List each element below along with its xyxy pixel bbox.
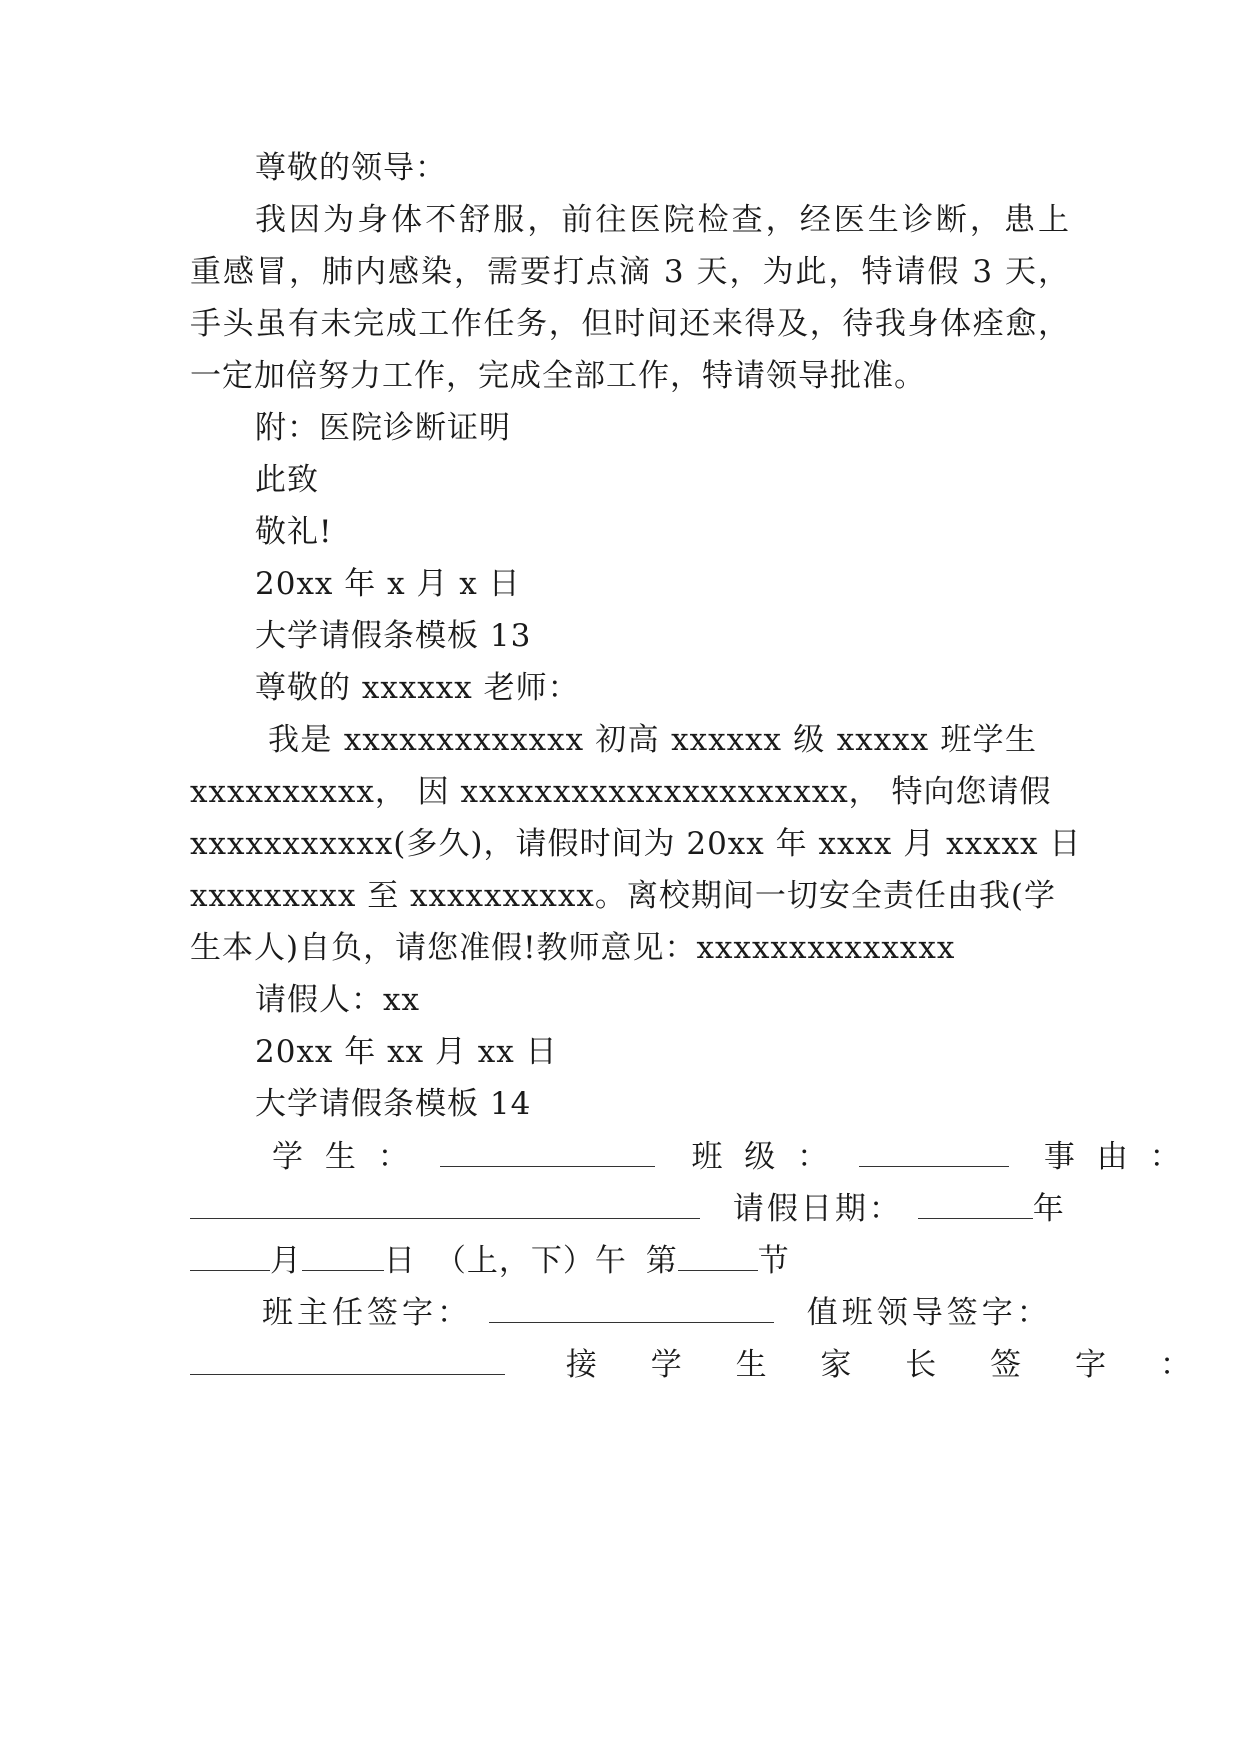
body-line: xxxxxxxxx 至 xxxxxxxxxx。离校期间一切安全责任由我(学 (190, 878, 1056, 914)
salutation: 尊敬的领导： (255, 150, 447, 186)
period-suffix: 节 (757, 1243, 790, 1279)
date-line: 20xx 年 x 月 x 日 (255, 566, 521, 602)
section-title: 大学请假条模板 14 (255, 1086, 532, 1122)
month-label: 月 (270, 1243, 302, 1279)
body-line: 我因为身体不舒服，前往医院检查，经医生诊断，患上 (255, 202, 1070, 238)
form-row-date (190, 1240, 1070, 1281)
student-label: 学 生 ： (272, 1139, 415, 1175)
student-blank (440, 1136, 655, 1167)
body-line: 我是 xxxxxxxxxxxxx 初高 xxxxxx 级 xxxxx 班学生 (268, 722, 1037, 758)
month-blank (190, 1240, 270, 1271)
section-title: 大学请假条模板 13 (255, 618, 532, 654)
duty-sign-label: 值班领导签字： (806, 1295, 1052, 1331)
body-line: 一定加倍努力工作，完成全部工作，特请领导批准。 (190, 358, 926, 394)
closing-line: 敬礼! (255, 514, 333, 550)
day-label: 日 (384, 1243, 416, 1279)
body-line: 手头虽有未完成工作任务，但时间还来得及，待我身体痊愈， (190, 306, 1070, 342)
body-line: xxxxxxxxxxx(多久)，请假时间为 20xx 年 xxxx 月 xxxxx 日 (190, 826, 1082, 862)
period-blank (678, 1240, 758, 1271)
form-row-signatures (262, 1292, 1062, 1333)
year-suffix: 年 (1032, 1191, 1065, 1227)
attachment-note: 附：医院诊断证明 (255, 410, 511, 446)
salutation: 尊敬的 xxxxxx 老师： (255, 670, 580, 706)
body-line: 重感冒，肺内感染，需要打点滴 3 天，为此，特请假 3 天， (190, 254, 1070, 290)
body-line: 生本人)自负，请您准假!教师意见：xxxxxxxxxxxxxx (190, 930, 956, 966)
date-line: 20xx 年 xx 月 xx 日 (255, 1034, 558, 1070)
applicant-line: 请假人：xx (255, 982, 420, 1018)
class-blank (859, 1136, 1009, 1167)
form-row-parent (190, 1344, 1213, 1385)
body-line: xxxxxxxxxx， 因 xxxxxxxxxxxxxxxxxxxxx， 特向您请假 (190, 774, 1052, 810)
class-label: 班 级 ： (691, 1139, 835, 1175)
closing-line: 此致 (255, 462, 319, 498)
duty-sign-blank (190, 1344, 505, 1375)
teacher-sign-label: 班主任签字： (262, 1295, 472, 1331)
ampm-label: （上，下）午 (434, 1243, 627, 1279)
period-prefix: 第 (645, 1243, 678, 1279)
leave-date-label: 请假日期： (732, 1191, 903, 1227)
day-blank (302, 1240, 384, 1271)
form-row-reason (190, 1188, 1070, 1229)
reason-blank (190, 1188, 700, 1219)
teacher-sign-blank (489, 1292, 774, 1323)
year-blank (918, 1188, 1033, 1219)
parent-sign-label: 接 学 生 家 长 签 字 ： (565, 1347, 1213, 1383)
form-row-student (272, 1136, 1187, 1177)
reason-label: 事 由 ： (1043, 1139, 1187, 1175)
